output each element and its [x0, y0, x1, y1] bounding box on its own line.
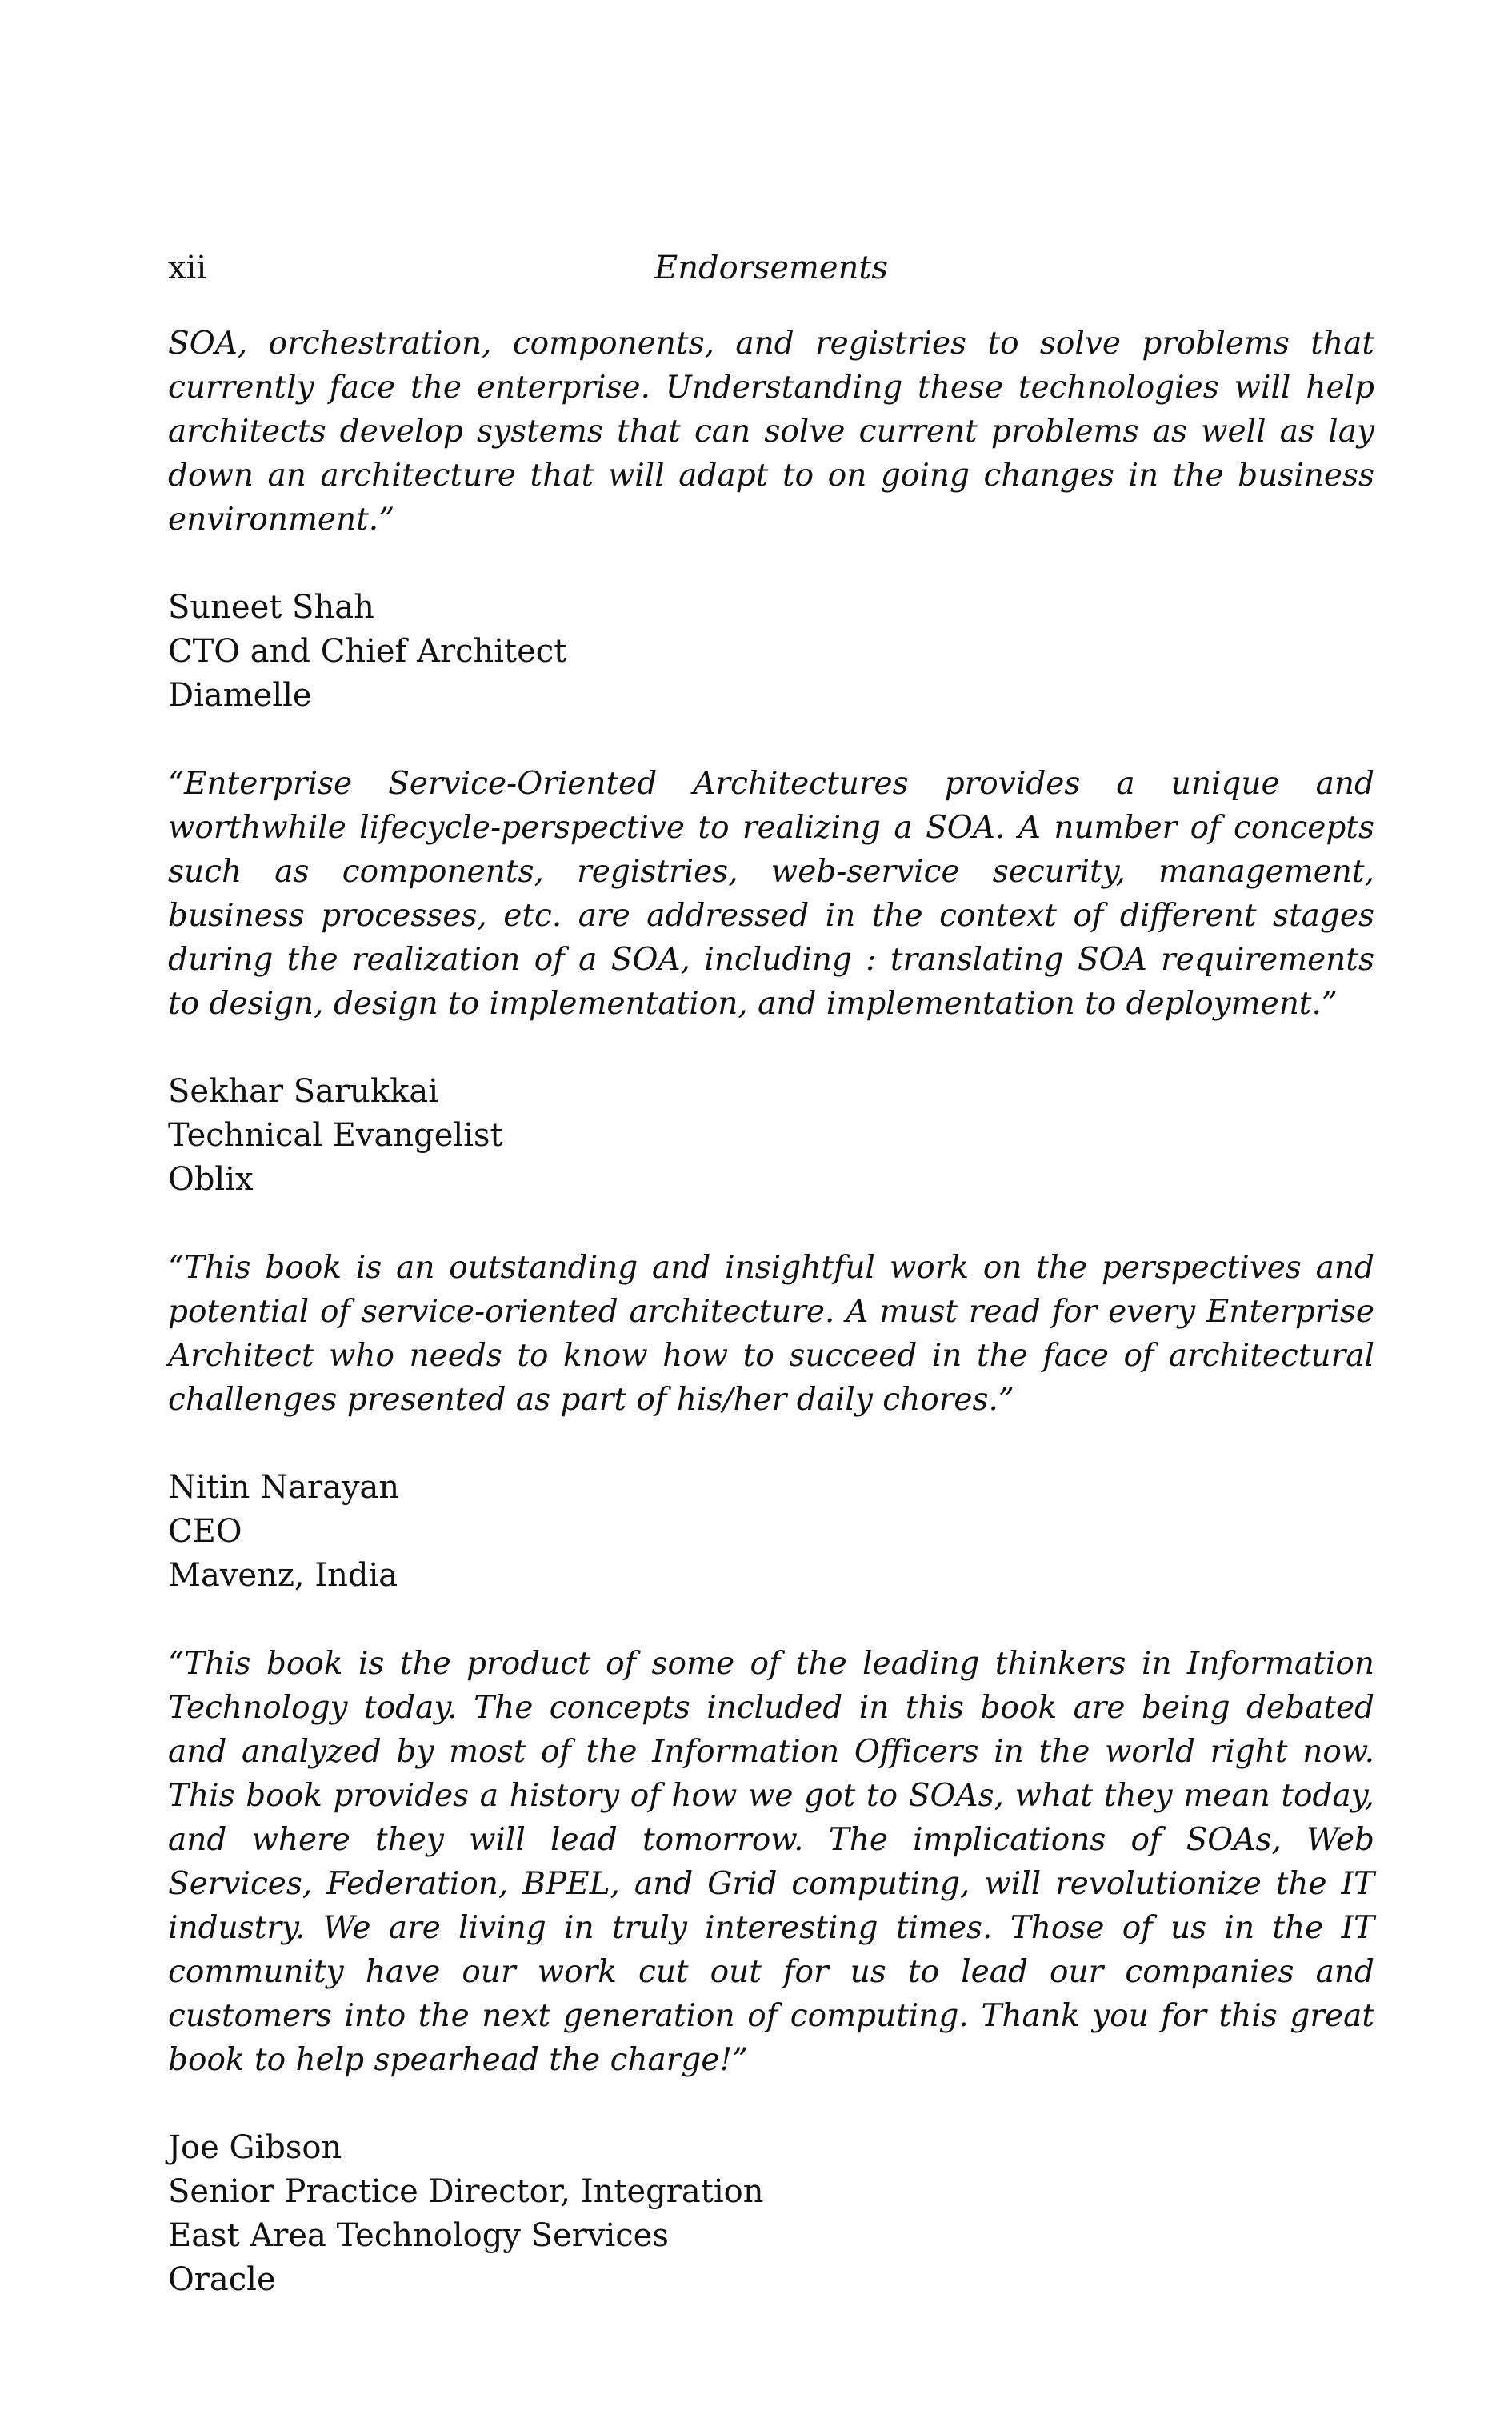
endorsement-quote: SOA, orchestration, components, and registries to solve problems that currently face the enterprise. Understanding these technologies will help architects develop systems that can solve current problems as well as lay down an architecture that will adapt to on going changes in the business environment.” [168, 326, 1374, 538]
endorser-organization: Oracle [168, 2261, 276, 2298]
endorser-title: Senior Practice Director, Integration [168, 2173, 764, 2210]
endorser-name: Nitin Narayan [168, 1469, 400, 1506]
endorsement-attribution [168, 1466, 1374, 1598]
endorsement-quote: “Enterprise Service-Oriented Architectures provides a unique and worthwhile lifecycle-perspective to realizing a SOA. A number of concepts such as components, registries, web-service security, management, business processes, etc. are addressed in the context of different stages during the realization of a SOA, including : translating SOA requirements to design, design to implementation, and implementation to deployment.” [168, 766, 1374, 1022]
endorser-organization: Oblix [168, 1161, 254, 1198]
page-number: xii [168, 250, 207, 286]
endorser-title: CEO [168, 1513, 242, 1550]
section-title: Endorsements [654, 250, 888, 286]
endorser-name: Sekhar Sarukkai [168, 1073, 439, 1110]
running-head [168, 244, 1374, 292]
endorser-title: CTO and Chief Architect [168, 633, 567, 670]
endorser-name: Suneet Shah [168, 589, 374, 626]
endorser-unit: East Area Technology Services [168, 2217, 669, 2254]
endorser-name: Joe Gibson [168, 2129, 342, 2166]
endorser-organization: Mavenz, India [168, 1557, 398, 1594]
endorser-title: Technical Evangelist [168, 1117, 503, 1154]
endorser-organization: Diamelle [168, 677, 312, 714]
endorsement-attribution [168, 586, 1374, 718]
endorsements-body [168, 322, 1374, 2302]
endorsement-quote: “This book is the product of some of the leading thinkers in Information Technology today. The concepts included in this book are being debated and analyzed by most of the Information Officers in the world right now. This book provides a history of how we got to SOAs, what they mean today, and where they will lead tomorrow. The implications of SOAs, Web Services, Federation, BPEL, and Grid computing, will revolutionize the IT industry. We are living in truly interesting times. Those of us in the IT community have our work cut out for us to lead our companies and customers into the next generation of computing. Thank you for this great book to help spearhead the charge!” [168, 1646, 1374, 2078]
endorsement-quote: “This book is an outstanding and insightful work on the perspectives and potential of service-oriented architecture. A must read for every Enterprise Architect who needs to know how to succeed in the face of architectural challenges presented as part of his/her daily chores.” [168, 1250, 1374, 1418]
endorsement-attribution [168, 2126, 1374, 2302]
endorsement-attribution [168, 1070, 1374, 1202]
